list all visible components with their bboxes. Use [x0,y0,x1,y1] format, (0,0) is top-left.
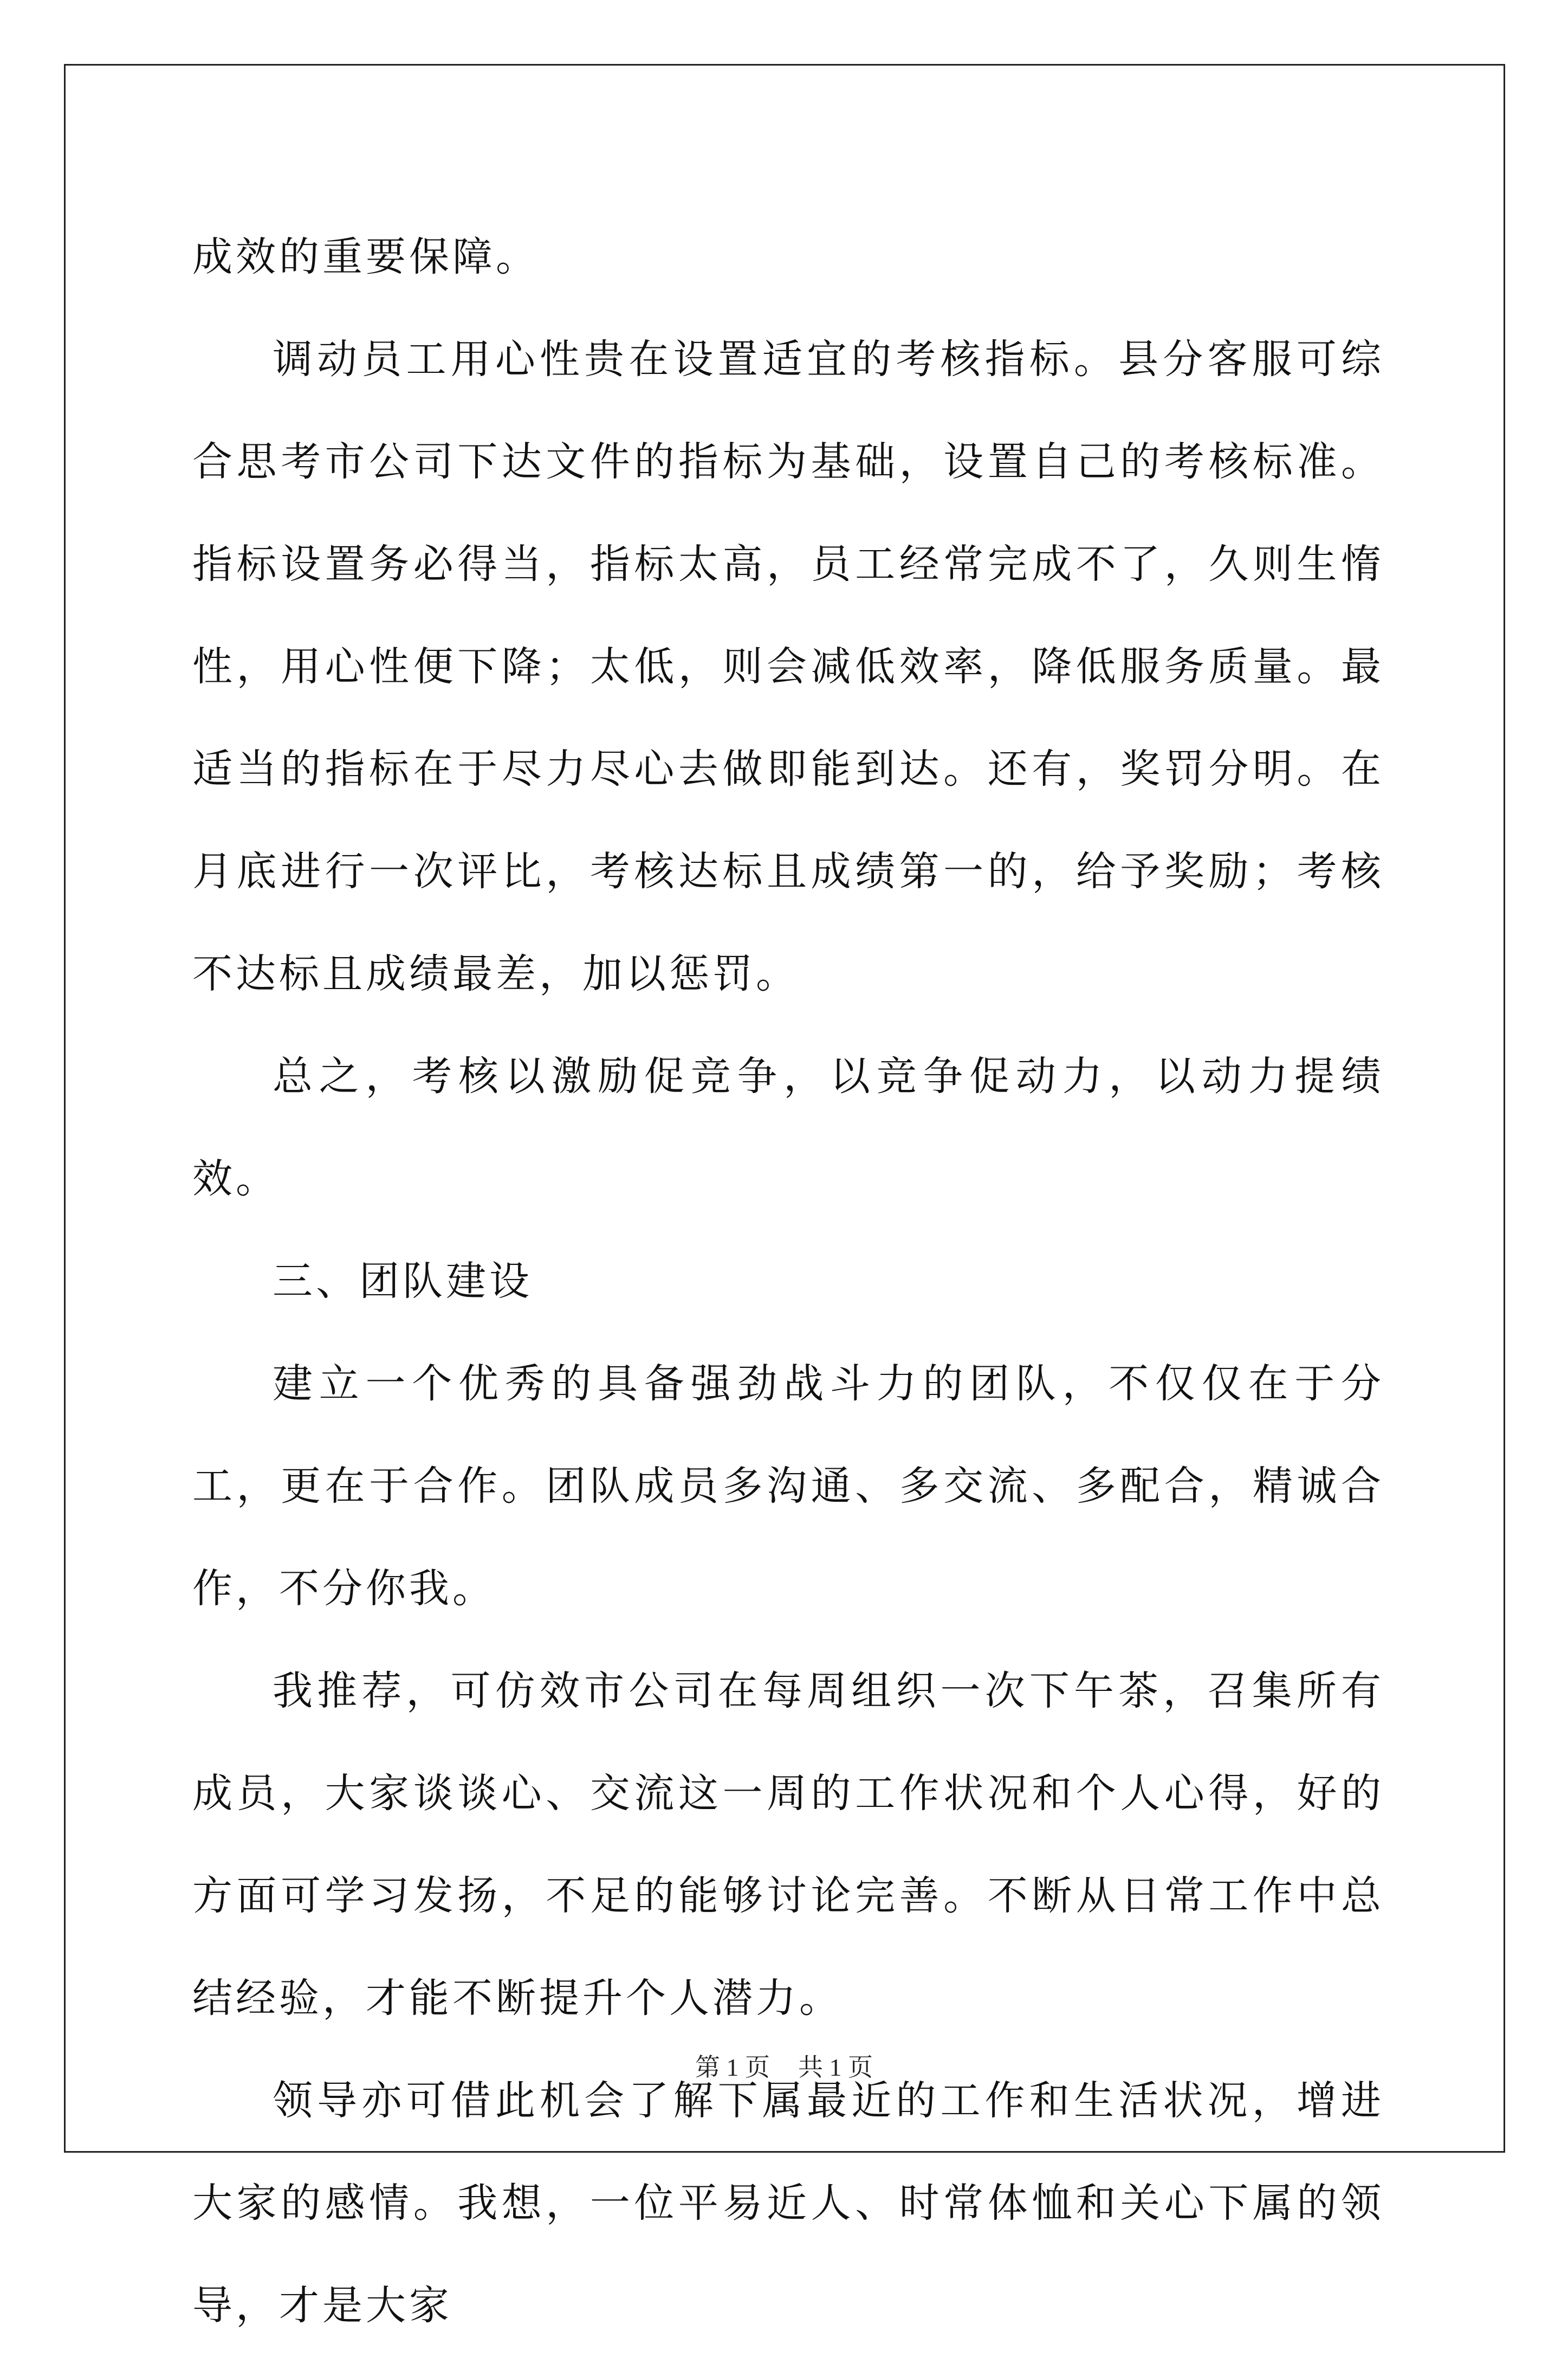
paragraph: 领导亦可借此机会了解下属最近的工作和生活状况，增进大家的感情。我想，一位平易近人、时常体恤和关心下属的领导，才是大家 [192,2077,1384,2329]
paragraph: 成效的重要保障。 [192,234,539,280]
page-total: 共 1 页 [798,2054,873,2081]
page-footer [0,2051,1568,2084]
paragraph: 建立一个优秀的具备强劲战斗力的团队，不仅仅在于分工，更在于合作。团队成员多沟通、多交流、多配合，精诚合作，不分你我。 [192,1360,1384,1612]
page-number: 第 1 页 [695,2054,770,2081]
section-heading: 三、团队建设 [273,1258,533,1305]
paragraph: 调动员工用心性贵在设置适宜的考核指标。县分客服可综合思考市公司下达文件的指标为基础，设置自己的考核标准。指标设置务必得当，指标太高，员工经常完成不了，久则生惰性，用心性便下降；太低，则会减低效率，降低服务质量。最适当的指标在于尽力尽心去做即能到达。还有，奖罚分明。在月底进行一次评比，考核达标且成绩第一的，给予奖励；考核不达标且成绩最差，加以惩罚。 [192,336,1384,997]
document-body [192,206,1384,2357]
paragraph: 总之，考核以激励促竞争，以竞争促动力，以动力提绩效。 [192,1053,1384,1202]
paragraph: 我推荐，可仿效市公司在每周组织一次下午茶，召集所有成员，大家谈谈心、交流这一周的工作状况和个人心得，好的方面可学习发扬，不足的能够讨论完善。不断从日常工作中总结经验，才能不断提升个人潜力。 [192,1668,1384,2022]
